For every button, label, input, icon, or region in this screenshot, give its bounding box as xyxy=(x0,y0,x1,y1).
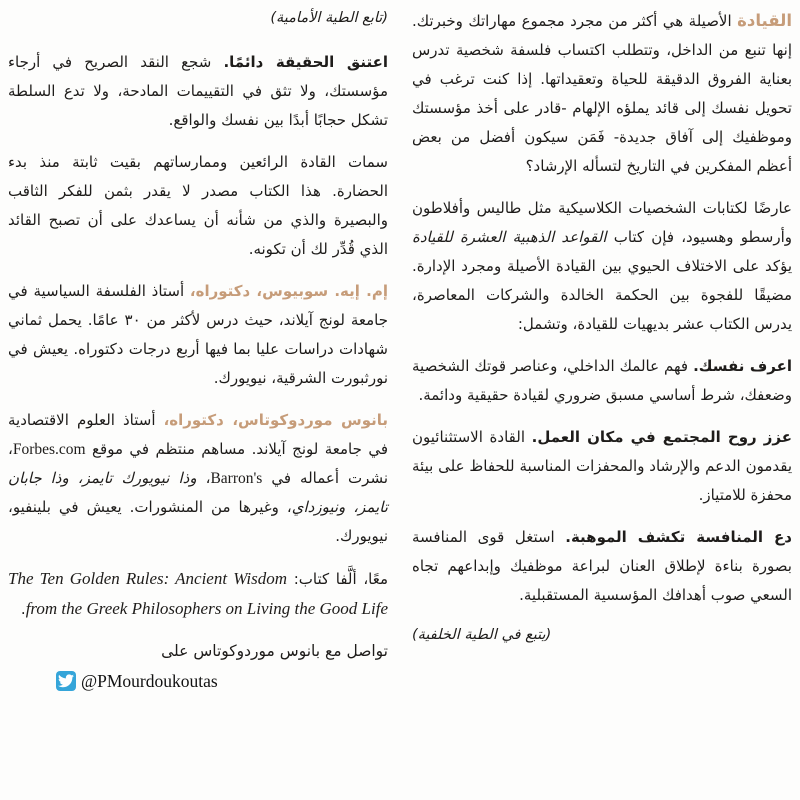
axiom-know-thyself-text: فهم عالمك الداخلي، وعناصر قوتك الشخصية وضعفك، شرط أساسي مسبق ضروري لقيادة حقيقية ودائمة. xyxy=(412,357,792,404)
author-bio-mourdoukoutas-text-4: ، وغيرها من المنشورات. يعيش في بلينفيو، نيويورك. xyxy=(8,498,388,545)
closing-paragraph: سمات القادة الرائعين وممارساتهم بقيت ثابتة منذ بدء الحضارة. هذا الكتاب مصدر لا يقدر بثمن للفكر الثاقب والبصيرة والذي من شأنه أن يساعدك على أن تصبح القائد الذي قُدِّر لك أن تكونه. xyxy=(8,153,388,258)
back-flap-column xyxy=(8,6,388,794)
contact-block xyxy=(8,637,388,700)
axiom-community-spirit-text: القادة الاستثنائيون يقدمون الدعم والإرشاد والمحفزات المناسبة للحفاظ على بيئة محفزة للامتياز. xyxy=(412,428,792,504)
twitter-icon[interactable] xyxy=(56,671,76,691)
classics-text-before: عارضًا لكتابات الشخصيات الكلاسيكية مثل طاليس وأفلاطون وأرسطو وهسيود، فإن كتاب xyxy=(412,199,792,246)
contact-text: تواصل مع بانوس موردوكوتاس على xyxy=(161,642,388,660)
author-bio-mourdoukoutas-text-1: أستاذ العلوم الاقتصادية في جامعة لونج آيلاند. مساهم منتظم في موقع xyxy=(8,411,388,458)
author-name-soupios: إم. إيه. سوبيوس، دكتوراه، xyxy=(189,282,388,300)
twitter-handle[interactable]: @PMourdoukoutas xyxy=(81,671,218,691)
classics-paragraph xyxy=(412,194,792,339)
axiom-embrace-truth xyxy=(8,48,388,135)
author-bio-soupios xyxy=(8,277,388,393)
contact-handle-line xyxy=(8,667,388,700)
book-title-period: . xyxy=(20,600,26,618)
axiom-know-thyself-lead: اعرف نفسك. xyxy=(693,357,793,375)
axiom-competition-talent-text: استغل قوى المنافسة بصورة بناءة لإطلاق العنان لبراعة موظفيك وإبداعهم تجاه السعي صوب أهدافك المؤسسية المستقبلية. xyxy=(412,528,792,604)
author-bio-soupios-text: أستاذ الفلسفة السياسية في جامعة لونج آيلاند، حيث درس لأكثر من ٣٠ عامًا. يحمل ثماني شهادات دراسات عليا بما فيها أربع درجات دكتوراه. يعيش في نورثبورت الشرقية، نيويورك. xyxy=(8,282,388,387)
forbes-mention: Forbes.com xyxy=(12,441,86,458)
twitter-link[interactable] xyxy=(56,667,218,695)
axiom-competition-talent xyxy=(412,523,792,610)
axiom-competition-talent-lead: دع المنافسة تكشف الموهبة. xyxy=(565,528,792,546)
book-title-english: The Ten Golden Rules: Ancient Wisdom from the Greek Philosophers on Living the Good Life xyxy=(8,569,388,618)
axiom-know-thyself xyxy=(412,352,792,410)
classics-text-after: يؤكد على الاختلاف الحيوي بين القيادة الأصيلة ومجرد الإدارة. مضيقًا للفجوة بين الحكمة الخالدة والشركات المعاصرة، يدرس الكتاب عشر بديهيات للقيادة، وتشمل: xyxy=(412,257,792,333)
front-flap-column xyxy=(412,6,792,794)
author-bio-mourdoukoutas-text-3: ، xyxy=(196,469,211,487)
barrons-mention: Barron's xyxy=(210,470,263,487)
intro-lead-word: القيادة xyxy=(737,11,792,30)
author-bio-mourdoukoutas xyxy=(8,406,388,551)
intro-paragraph xyxy=(412,6,792,181)
axiom-community-spirit xyxy=(412,423,792,510)
book-title-arabic: القواعد الذهبية العشرة للقيادة xyxy=(412,228,607,246)
author-bio-mourdoukoutas-text-2: ، نشرت أعماله في xyxy=(8,440,388,487)
author-name-mourdoukoutas: بانوس موردوكوتاس، دكتوراه، xyxy=(163,411,389,429)
newspaper-names: وذا نيويورك تايمز، وذا جابان تايمز، ونيوزداي xyxy=(8,469,388,516)
continues-on-back-flap-note: (يتبع في الطية الخلفية) xyxy=(412,627,552,643)
continued-from-front-flap-note: (تابع الطية الأمامية) xyxy=(270,10,388,26)
axiom-embrace-truth-lead: اعتنق الحقيقة دائمًا. xyxy=(223,53,388,71)
coauthored-intro: معًا، ألَّفا كتاب: xyxy=(287,570,388,588)
intro-paragraph-text: الأصيلة هي أكثر من مجرد مجموع مهاراتك وخبرتك. إنها تنبع من الداخل، وتتطلب اكتساب فلسفة شخصية تدرس بعناية الفروق الدقيقة للحياة وتعقيداتها. إذا كنت ترغب في تحويل نفسك إلى قائد يملؤه الإلهام -قادر على أخذ مؤسستك وموظفيك إلى آفاق جديدة- فَمَن سيكون أفضل من بعض أعظم المفكرين في التاريخ لتسأله الإرشاد؟ xyxy=(412,12,792,175)
axiom-community-spirit-lead: عزز روح المجتمع في مكان العمل. xyxy=(531,428,792,446)
axiom-embrace-truth-text: شجع النقد الصريح في أرجاء مؤسستك، ولا تثق في التقييمات المادحة، ولا تدع السلطة تشكل حجابًا أبدًا بين نفسك والواقع. xyxy=(8,53,388,129)
coauthored-book-paragraph xyxy=(8,564,388,624)
